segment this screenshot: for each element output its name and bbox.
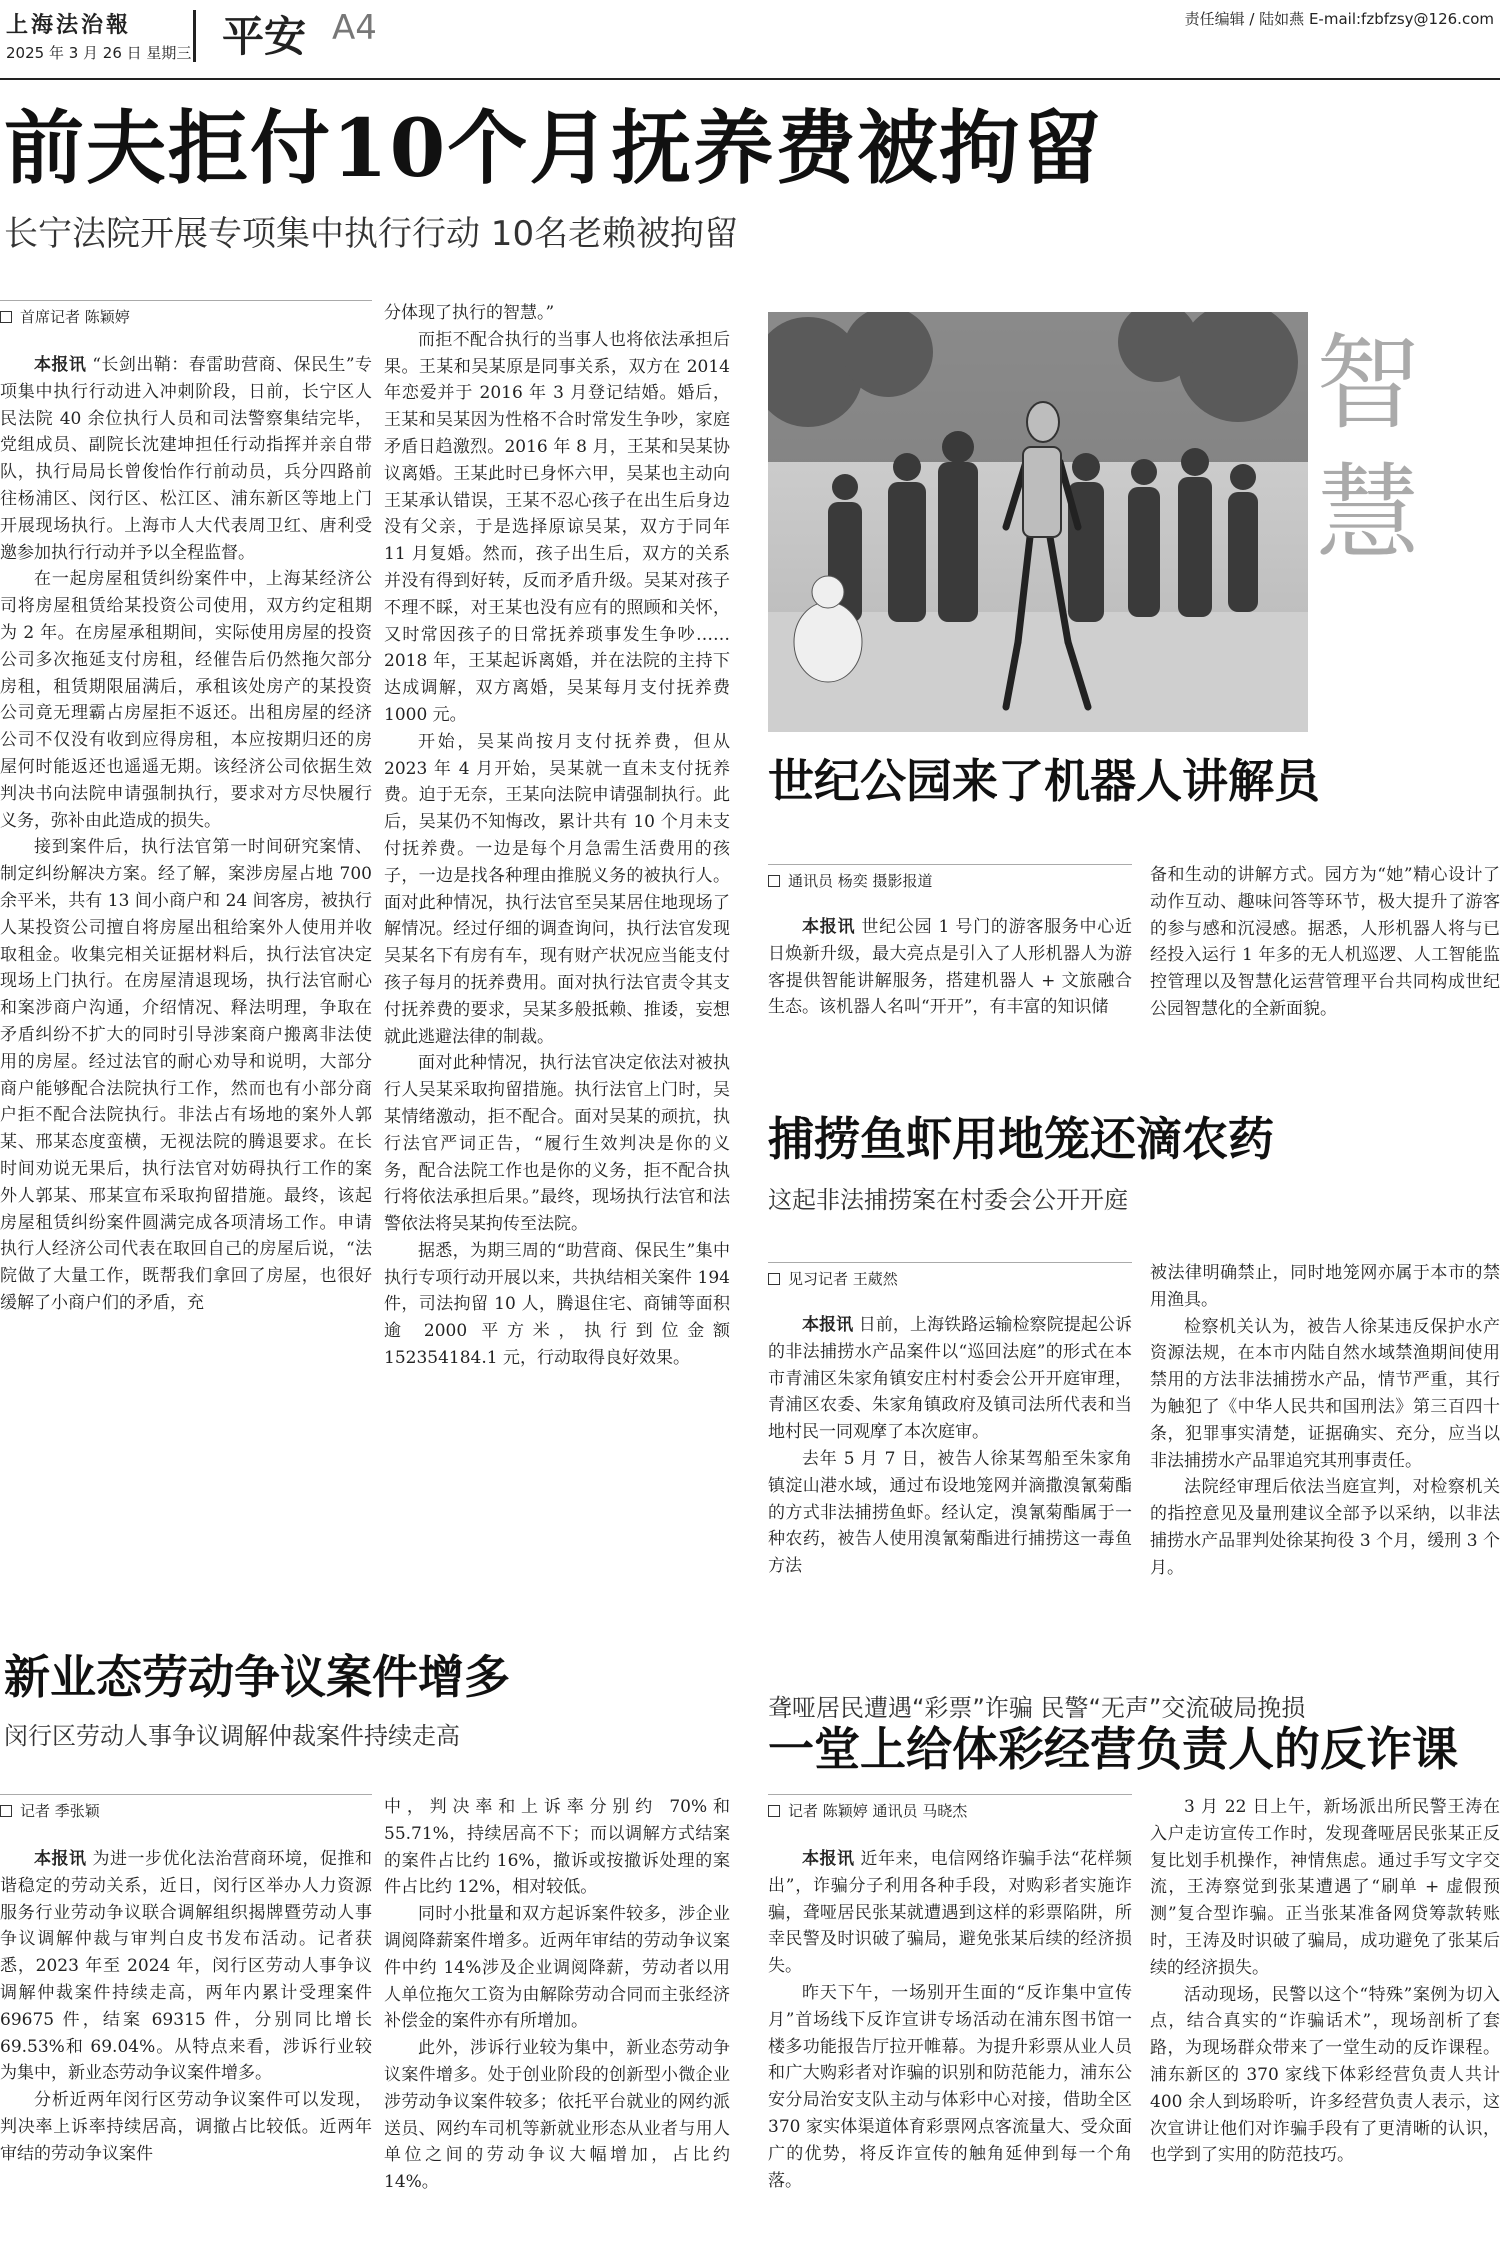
story1-subhead: 长宁法院开展专项集中执行行动 10名老赖被拘留 [4, 214, 739, 254]
story1-paragraph: 开始，吴某尚按月支付抚养费，但从 2023 年 4 月开始，吴某就一直未支付抚养费。迫于无奈，王某向法院申请强制执行。此后，吴某仍不知悔改，累计共有 10 个月未支付抚养费。一边是每个月急需生活费用的孩子，一边是找各种理由推脱义务的被执行人。面对此种情况，执行法官至吴某居住地现场了解情况。经过仔细的调查询问，执行法官发现吴某名下有房有车，现有财产状况应当能支付孩子每月的抚养费用。面对执行法官责令其支付抚养费的要求，吴某多般抵赖、推诿，妄想就此逃避法律的制裁。 [384, 731, 730, 1047]
story2-headline: 世纪公园来了机器人讲解员 [768, 754, 1320, 808]
robot-guide-photo [768, 312, 1308, 732]
story3-para-text: 日前，上海铁路运输检察院提起公诉的非法捕捞水产品案件以“巡回法庭”的形式在本市青浦区朱家角镇安庄村村委会公开开庭审理，青浦区农委、朱家角镇政府及镇司法所代表和当地村民一同观摩了本次庭审。 [768, 1315, 1132, 1443]
story1-column-2 [384, 300, 730, 1600]
story3-byline-text: 见习记者 王葳然 [788, 1270, 898, 1288]
story4-byline [0, 1800, 100, 1821]
story3-subhead: 这起非法捕捞案在村委会公开开庭 [768, 1186, 1128, 1214]
story1-lead-label: 本报讯 [34, 355, 87, 375]
story5-lead-label: 本报讯 [802, 1849, 855, 1869]
story4-lead-label: 本报讯 [34, 1849, 87, 1869]
story4-paragraph: 此外，涉诉行业较为集中，新业态劳动争议案件增多。处于创业阶段的创新型小微企业涉劳动争议案件较多；依托平台就业的网约派送员、网约车司机等新就业形态从业者与用人单位之间的劳动争议大幅增加，占比约 14%。 [384, 2038, 730, 2193]
story4-subhead: 闵行区劳动人事争议调解仲裁案件持续走高 [4, 1722, 460, 1750]
story1-headline: 前夫拒付10个月抚养费被拘留 [4, 101, 1104, 195]
story4-column-2 [384, 1794, 730, 2250]
story4-para-text: 为进一步优化法治营商环境，促推和谐稳定的劳动关系，近日，闵行区举办人力资源服务行业劳动争议联合调解组织揭牌暨劳动人事争议调解仲裁与审判白皮书发布活动。记者获悉，2023 年至 2024 年，闵行区劳动人事争议调解仲裁案件持续走高，两年内累计受理案件 69675 件，结案 69315 件，分别同比增长 69.53%和 69.04%。从特点来看，涉诉行业较为集中，新业态劳动争议案件增多。 [0, 1849, 372, 2084]
square-icon [0, 1805, 12, 1817]
story2-column-1 [768, 914, 1132, 1084]
side-char: 慧 [1316, 452, 1421, 574]
header-rule [0, 78, 1500, 80]
square-icon [0, 311, 12, 323]
story3-lead-label: 本报讯 [802, 1315, 854, 1335]
story3-column-2 [1150, 1260, 1500, 1640]
story5-paragraph: 昨天下午，一场别开生面的“反诈集中宣传月”首场线下反诈宣讲专场活动在浦东图书馆一楼多功能报告厅拉开帷幕。为提升彩票从业人员和广大购彩者对诈骗的识别和防范能力，浦东公安分局治安支队主动与体彩中心对接，借助全区 370 家实体渠道体育彩票网点客流量大、受众面广的优势，将反诈宣传的触角延伸到每一个角落。 [768, 1982, 1132, 2191]
story5-paragraph [768, 1846, 1132, 1980]
page-number: A4 [332, 8, 377, 48]
photo-illustration [768, 312, 1308, 732]
story4-paragraph [0, 1846, 372, 2087]
story4-paragraph: 分析近两年闵行区劳动争议案件可以发现，判决率上诉率持续居高，调撤占比较低。近两年审结的劳动争议案件 [0, 2090, 372, 2164]
side-calligraphy [1316, 318, 1420, 578]
story2-paragraph: 备和生动的讲解方式。园方为“她”精心设计了动作互动、趣味问答等环节，极大提升了游客的参与感和沉浸感。据悉，人形机器人将与已经投入运行 1 年多的无人机巡逻、人工智能监控管理以及智慧化运营管理平台共同构成世纪公园智慧化的全新面貌。 [1150, 865, 1500, 1019]
story5-para-text: 近年来，电信网络诈骗手法“花样频出”，诈骗分子利用各种手段，对购彩者实施诈骗，聋哑居民张某就遭遇到这样的彩票陷阱，所幸民警及时识破了骗局，避免张某后续的经济损失。 [768, 1849, 1132, 1977]
issue-date: 2025 年 3 月 26 日 星期三 [6, 44, 192, 62]
story4-headline: 新业态劳动争议案件增多 [4, 1650, 510, 1704]
story1-paragraph: 而拒不配合执行的当事人也将依法承担后果。王某和吴某原是同事关系，双方在 2014 年恋爱并于 2016 年 3 月登记结婚。婚后，王某和吴某因为性格不合时常发生争吵，家庭矛盾日趋激烈。2016 年 8 月，王某和吴某协议离婚。王某此时已身怀六甲，吴某也主动向王某承认错误，王某不忍心孩子在出生后身边没有父亲，于是选择原谅吴某，双方于同年 11 月复婚。然而，孩子出生后，双方的关系并没有得到好转，反而矛盾升级。吴某对孩子不理不睬，对王某也没有应有的照顾和关怀，又时常因孩子的日常抚养琐事发生争吵……2018 年，王某起诉离婚，并在法院的主持下达成调解，双方离婚，吴某每月支付抚养费 1000 元。 [384, 329, 730, 725]
story5-column-2 [1150, 1794, 1500, 2250]
story1-column-1 [0, 352, 372, 1602]
story2-byline [768, 870, 933, 891]
story2-para-text: 世纪公园 1 号门的游客服务中心近日焕新升级，最大亮点是引入了人形机器人为游客提供智能讲解服务，搭建机器人 + 文旅融合生态。该机器人名叫“开开”，有丰富的知识储 [768, 917, 1132, 1018]
newspaper-name: 上海法治報 [6, 12, 132, 38]
story4-paragraph: 同时小批量和双方起诉案件较多，涉企业调阅降薪案件增多。近两年审结的劳动争议案件中约 14%涉及企业调阅降薪，劳动者以用人单位拖欠工资为由解除劳动合同而主张经济补偿金的案件亦有所增加。 [384, 1904, 730, 2032]
story4-paragraph: 中，判决率和上诉率分别约 70%和 55.71%，持续居高不下；而以调解方式结案的案件占比约 16%，撤诉或按撤诉处理的案件占比约 12%，相对较低。 [384, 1797, 730, 1898]
story2-column-2 [1150, 862, 1500, 1082]
story4-rule [0, 1794, 372, 1795]
story5-byline-text: 记者 陈颖婷 通讯员 马晓杰 [788, 1802, 968, 1820]
story1-para-text: “长剑出鞘：春雷助营商、保民生”专项集中执行行动进入冲刺阶段，日前，长宁区人民法院 40 余位执行人员和司法警察集结完毕，党组成员、副院长沈建坤担任行动指挥并亲自带队，执行局局长曾俊怡作行前动员，兵分四路前往杨浦区、闵行区、松江区、浦东新区等地上门开展现场执行。上海市人大代表周卫红、唐利受邀参加执行行动并予以全程监督。 [0, 355, 372, 563]
story3-paragraph: 被法律明确禁止，同时地笼网亦属于本市的禁用渔具。 [1150, 1263, 1500, 1310]
header-divider [193, 10, 196, 62]
story3-byline [768, 1268, 898, 1289]
side-char: 智 [1316, 322, 1421, 444]
story1-paragraph: 面对此种情况，执行法官决定依法对被执行人吴某采取拘留措施。执行法官上门时，吴某情绪激动，拒不配合。面对吴某的顽抗，执行法官严词正告，“履行生效判决是你的义务，配合法院工作也是你的义务，拒不配合执行将依法承担后果。”最终，现场执行法官和法警依法将吴某拘传至法院。 [384, 1053, 730, 1235]
story3-paragraph: 法院经审理后依法当庭宣判，对检察机关的指控意见及量刑建议全部予以采纳，以非法捕捞水产品罪判处徐某拘役 3 个月，缓刑 3 个月。 [1150, 1477, 1500, 1578]
story2-byline-text: 通讯员 杨奕 摄影报道 [788, 872, 933, 890]
story5-headline: 一堂上给体彩经营负责人的反诈课 [768, 1722, 1458, 1776]
story4-byline-text: 记者 季张颖 [20, 1802, 100, 1820]
story2-paragraph [768, 914, 1132, 1021]
story2-rule [768, 864, 1132, 865]
story1-paragraph: 接到案件后，执行法官第一时间研究案情、制定纠纷解决方案。经了解，案涉房屋占地 700 余平米，共有 13 间小商户和 24 间客房，被执行人某投资公司擅自将房屋出租给案外人使用并收取租金。收集完相关证据材料后，执行法官决定现场上门执行。在房屋清退现场，执行法官耐心和案涉商户沟通，介绍情况、释法明理，争取在矛盾纠纷不扩大的同时引导涉案商户搬离非法使用的房屋。经过法官的耐心劝导和说明，大部分商户能够配合法院执行工作，然而也有小部分商户拒不配合法院执行。非法占有场地的案外人郭某、邢某态度蛮横，无视法院的腾退要求。在长时间劝说无果后，执行法官对妨碍执行工作的案外人郭某、邢某宣布采取拘留措施。最终，该起房屋租赁纠纷案件圆满完成各项清场工作。申请执行人经济公司代表在取回自己的房屋后说，“法院做了大量工作，既帮我们拿回了房屋，也很好缓解了小商户们的矛盾，充 [0, 837, 372, 1313]
story3-column-1 [768, 1312, 1132, 1642]
story5-paragraph: 3 月 22 日上午，新场派出所民警王涛在入户走访宣传工作时，发现聋哑居民张某正反复比划手机操作，神情焦虑。通过手写文字交流，王涛察觉到张某遭遇了“刷单 + 虚假预测”复合型诈骗。正当张某准备网贷筹款转账时，王涛及时识破了骗局，成功避免了张某后续的经济损失。 [1150, 1797, 1500, 1978]
story5-column-1 [768, 1846, 1132, 2250]
square-icon [768, 1273, 780, 1285]
story3-headline: 捕捞鱼虾用地笼还滴农药 [768, 1112, 1274, 1166]
story5-kicker: 聋哑居民遭遇“彩票”诈骗 民警“无声”交流破局挽损 [768, 1694, 1306, 1722]
story5-byline [768, 1800, 967, 1821]
story5-paragraph: 活动现场，民警以这个“特殊”案例为切入点，结合真实的“诈骗话术”，现场剖析了套路，为现场群众带来了一堂生动的反诈课程。浦东新区的 370 家线下体彩经营负责人共计 400 余人到场聆听，许多经营负责人表示，这次宣讲让他们对诈骗手段有了更清晰的认识，也学到了实用的防范技巧。 [1150, 1984, 1500, 2166]
story3-paragraph: 检察机关认为，被告人徐某违反保护水产资源法规，在本市内陆自然水域禁渔期间使用禁用的方法非法捕捞水产品，情节严重，其行为触犯了《中华人民共和国刑法》第三百四十条，犯罪事实清楚，证据确实、充分，应当以非法捕捞水产品罪追究其刑事责任。 [1150, 1316, 1500, 1471]
square-icon [768, 1805, 780, 1817]
square-icon [768, 875, 780, 887]
story1-paragraph: 在一起房屋租赁纠纷案件中，上海某经济公司将房屋租赁给某投资公司使用，双方约定租期为 2 年。在房屋承租期间，实际使用房屋的投资公司多次拖延支付房租，经催告后仍然拖欠部分房租，租赁期限届满后，承租该处房产的某投资公司竟无理霸占房屋拒不返还。出租房屋的经济公司不仅没有收到应得房租，本应按期归还的房屋何时能返还也遥遥无期。该经济公司依据生效判决书向法院申请强制执行，要求对方尽快履行义务，弥补由此造成的损失。 [0, 569, 372, 831]
story1-rule [0, 300, 372, 301]
story1-paragraph [0, 352, 372, 566]
editor-contact: 责任编辑 / 陆如燕 E-mail:fzbfzsy@126.com [1184, 10, 1494, 28]
story2-lead-label: 本报讯 [802, 917, 856, 937]
story5-rule [768, 1794, 1132, 1795]
story3-paragraph [768, 1312, 1132, 1446]
story3-rule [768, 1262, 1132, 1263]
story1-byline-text: 首席记者 陈颖婷 [20, 308, 130, 326]
section-name: 平安 [222, 12, 307, 61]
story1-paragraph: 分体现了执行的智慧。” [384, 303, 555, 323]
story1-byline [0, 306, 130, 327]
story4-column-1 [0, 1846, 372, 2250]
story3-paragraph: 去年 5 月 7 日，被告人徐某驾船至朱家角镇淀山港水域，通过布设地笼网并滴撒溴氰菊酯的方式非法捕捞鱼虾。经认定，溴氰菊酯属于一种农药，被告人使用溴氰菊酯进行捕捞这一毒鱼方法 [768, 1448, 1132, 1577]
story1-paragraph: 据悉，为期三周的“助营商、保民生”集中执行专项行动开展以来，共执结相关案件 194 件，司法拘留 10 人，腾退住宅、商铺等面积逾 2000 平方米，执行到位金额 152354184.1 元，行动取得良好效果。 [384, 1240, 730, 1369]
